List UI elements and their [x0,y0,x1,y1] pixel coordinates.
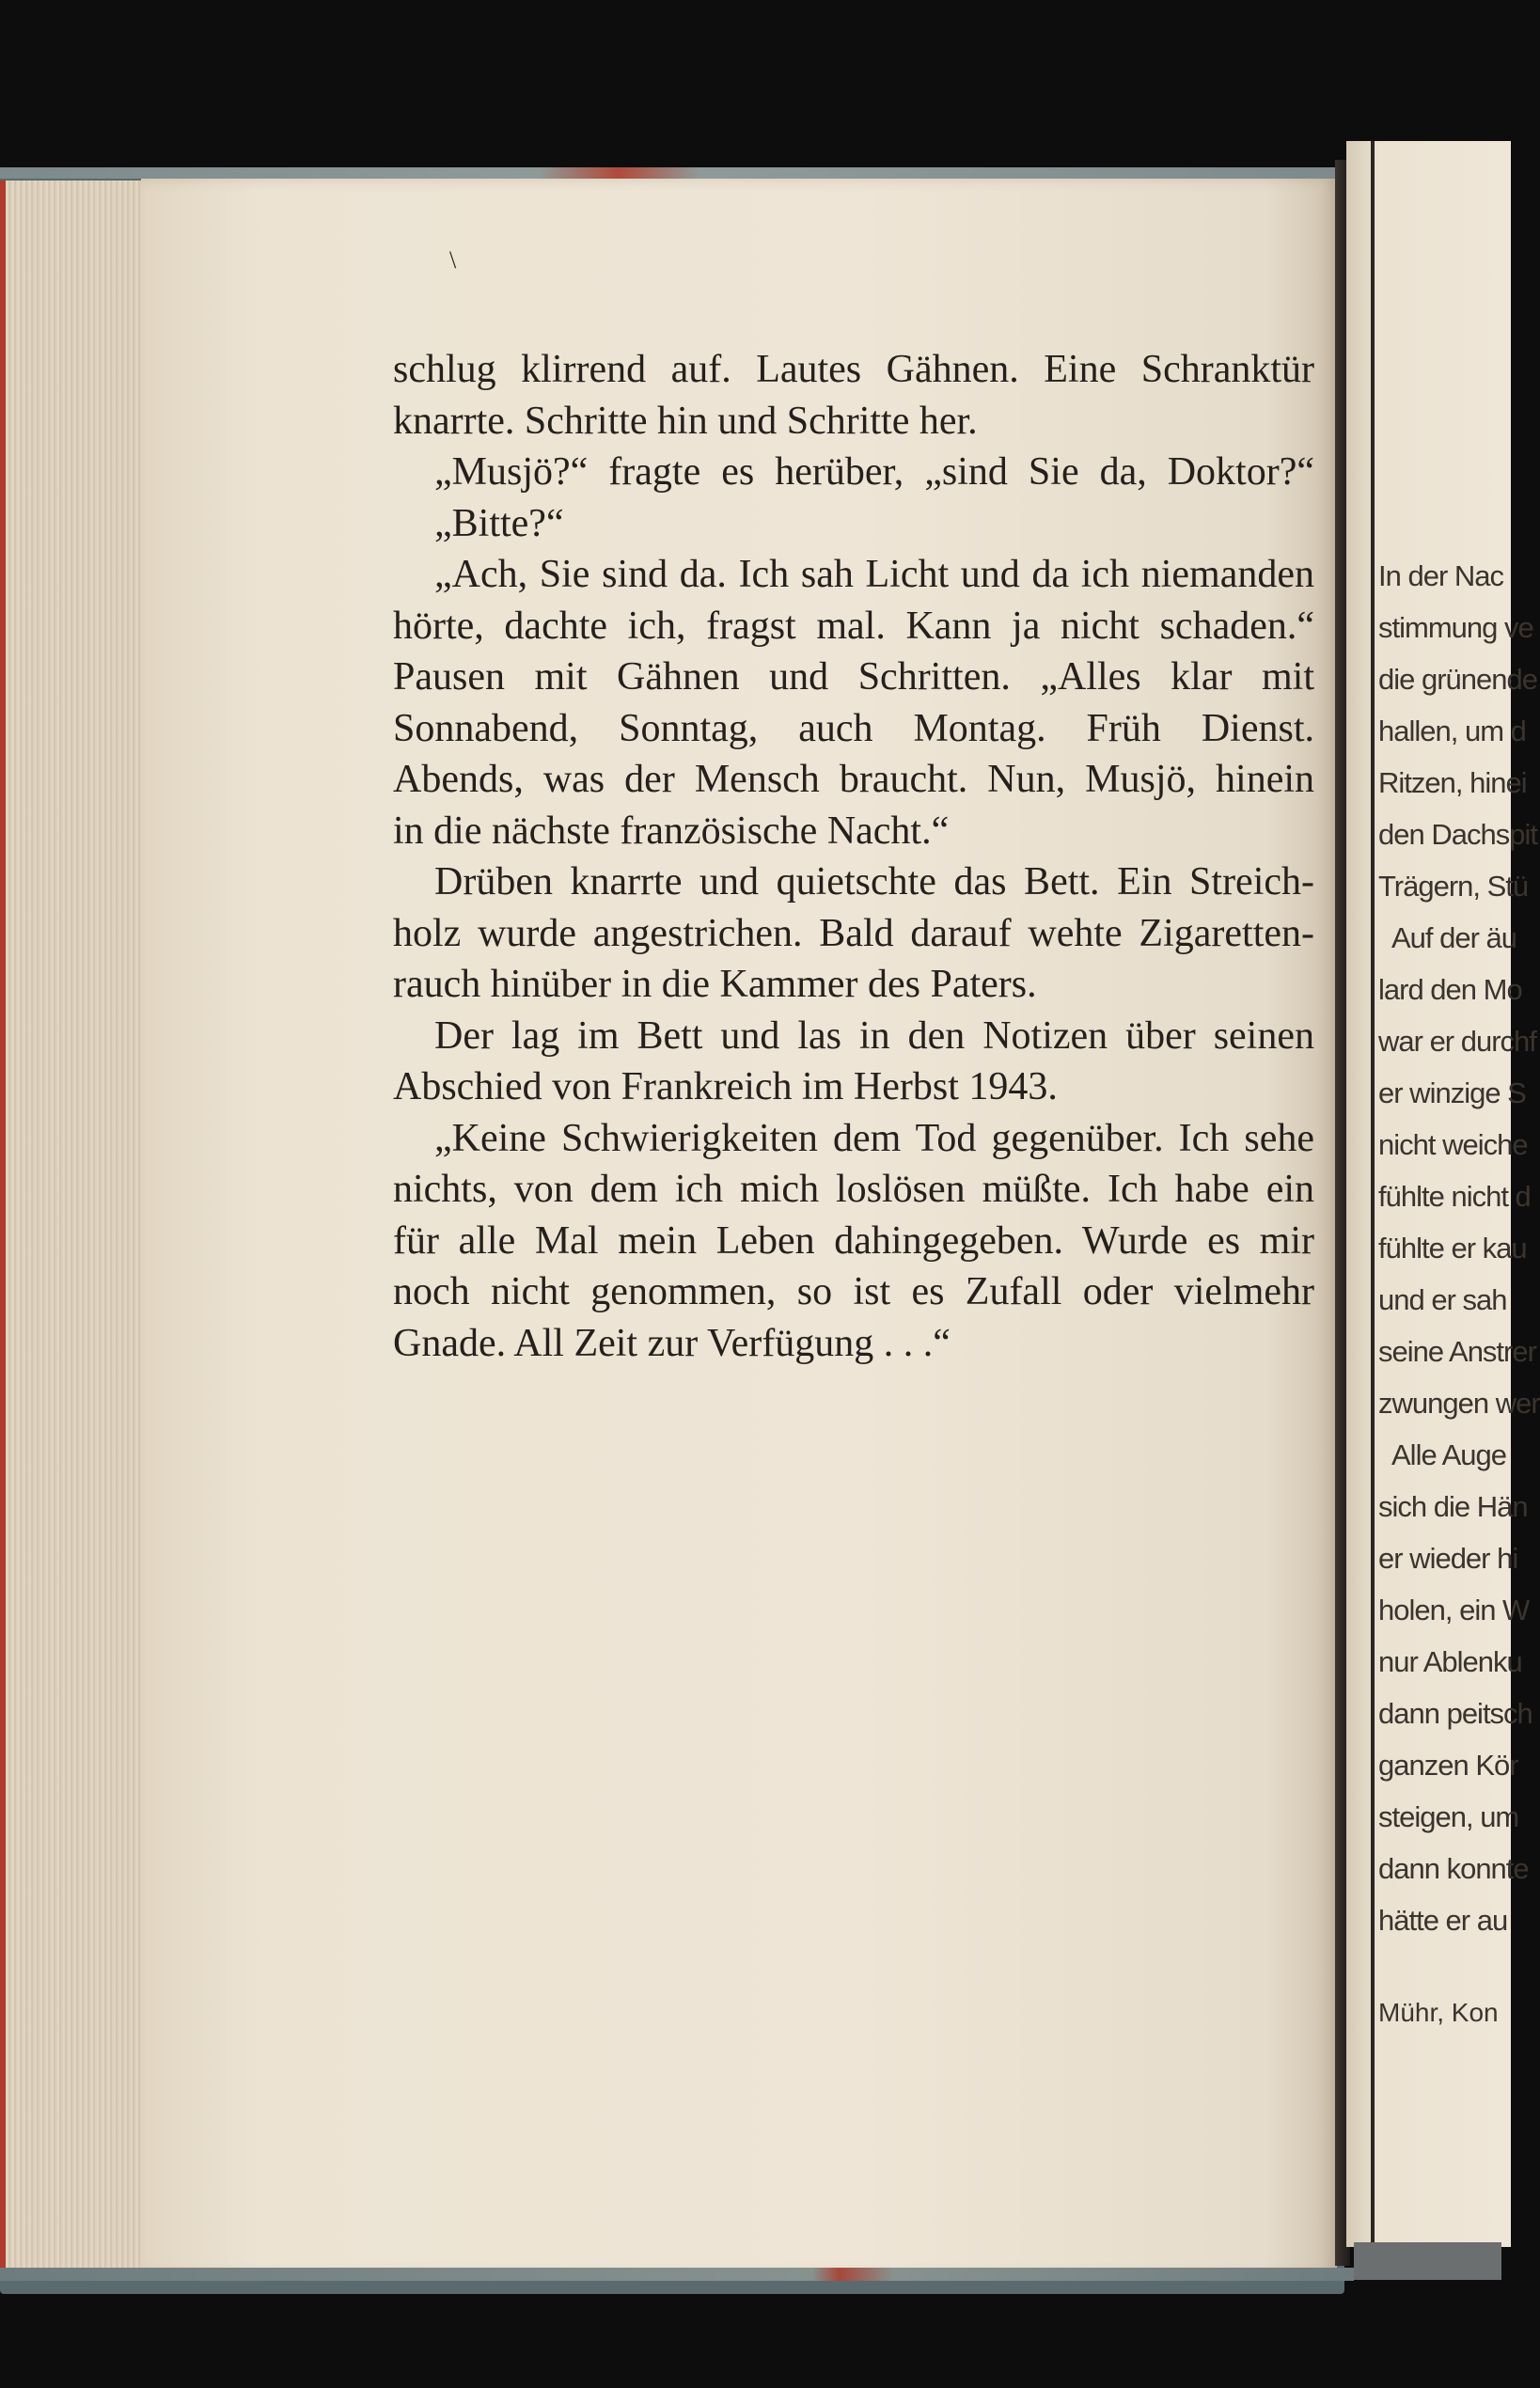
text-line: holen, ein W [1378,1594,1530,1626]
text-line: noch nicht genommen, so ist es Zufall oder vielmehr [393,1270,1314,1313]
text-line: Abschied von Frankreich im Herbst 1943. [393,1065,1058,1108]
text-line: Trägern, Stü [1378,870,1529,903]
text-line: zwungen wer [1378,1387,1540,1420]
text-line: den Dachspit [1378,818,1537,851]
text-line: Ritzen, hinei [1378,766,1527,799]
text-line: Abends, was der Mensch braucht. Nun, Musjö, hinein [393,758,1314,801]
text-line: ganzen Kör [1378,1749,1518,1782]
text-line: nur Ablenku [1378,1645,1522,1678]
text-line: fühlte nicht d [1378,1180,1531,1213]
right-page-footnote: Mühr, Kon [1378,1998,1499,2027]
text-line: knarrte. Schritte hin und Schritte her. [393,399,978,443]
left-page-text [393,344,1314,1369]
text-line: lard den Mo [1378,973,1522,1006]
text-line: schlug klirrend auf. Lautes Gähnen. Eine Schranktür [393,348,1314,391]
text-line: hätte er au [1378,1904,1508,1937]
text-line: „Keine Schwierigkeiten dem Tod gegenüber. Ich sehe [434,1116,1314,1160]
text-line: hörte, dachte ich, fragst mal. Kann ja nicht schaden.“ [393,604,1314,648]
text-line: „Bitte?“ [434,501,564,545]
text-line: dann konnte [1378,1852,1529,1885]
text-line: hallen, um d [1378,715,1526,747]
text-line: Gnade. All Zeit zur Verfügung . . .“ [393,1321,951,1365]
text-line: rauch hinüber in die Kammer des Paters. [393,963,1037,1006]
text-line: holz wurde angestrichen. Bald darauf wehte Zigaretten- [393,911,1314,955]
text-line: Der lag im Bett und las in den Notizen über seinen [434,1013,1314,1058]
text-line: sich die Hän [1378,1490,1528,1523]
text-line: war er durchf [1378,1025,1536,1058]
book-top-edge [0,167,1344,179]
text-line: dann peitsch [1378,1697,1532,1730]
text-line: er winzige S [1378,1076,1526,1109]
right-page-rule [1371,141,1375,2247]
right-cover-edge [1354,2242,1501,2280]
right-page-text [1378,550,1540,1946]
text-line: für alle Mal mein Leben dahingegeben. Wurde es mir [393,1218,1314,1263]
book-bottom-edge [0,2268,1354,2281]
text-line: seine Anstrer [1378,1335,1536,1368]
text-line: In der Nac [1378,559,1504,592]
text-line: nicht weiche [1378,1128,1528,1161]
text-line: fühlte er kau [1378,1232,1527,1265]
text-line: Auf der äu [1391,921,1517,954]
text-line: und er sah [1378,1283,1507,1316]
text-line: Alle Auge [1391,1438,1506,1471]
text-line: in die nächste französische Nacht.“ [393,809,950,853]
text-line: die grünende [1378,663,1537,696]
text-line: stimmung ve [1378,611,1533,644]
text-line: steigen, um [1378,1800,1519,1833]
text-line: Drüben knarrte und quietschte das Bett. Ein Streich- [434,860,1314,903]
text-line: nichts, von dem ich mich loslösen müßte. Ich habe ein [393,1168,1314,1211]
text-line: „Musjö?“ fragte es herüber, „sind Sie da, Doktor?“ [434,450,1314,494]
text-line: Sonnabend, Sonntag, auch Montag. Früh Dienst. [393,706,1314,750]
text-line: „Ach, Sie sind da. Ich sah Licht und da ich niemanden [434,553,1314,596]
pencil-mark: \ [449,246,457,274]
text-line: er wieder hi [1378,1542,1518,1575]
text-line: Pausen mit Gähnen und Schritten. „Alles klar mit [393,655,1314,699]
